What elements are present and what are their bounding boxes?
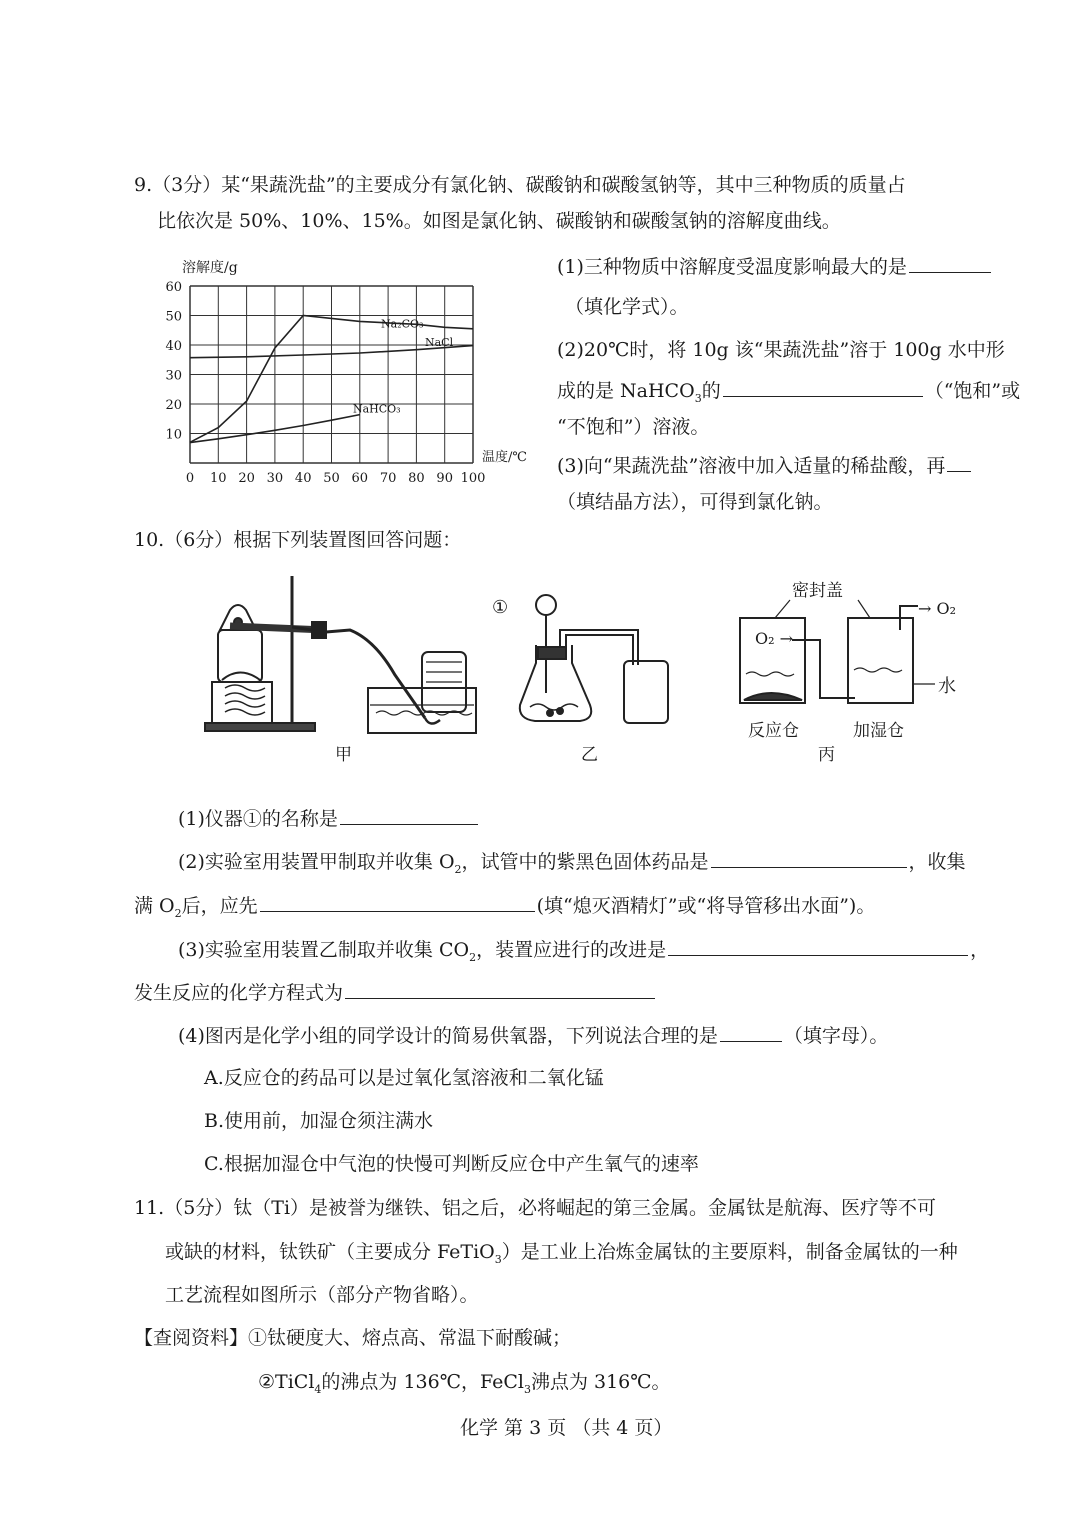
x-tick-label: 10 (210, 471, 227, 486)
answer-blank[interactable] (711, 849, 907, 868)
q9-p2c: “不饱和”）溶液。 (557, 416, 710, 438)
q10-p3a: (3)实验室用装置乙制取并收集 $CO_2$，装置应进行的改进是 ， (178, 939, 990, 964)
q10-optC: C.根据加湿仓中气泡的快慢可判断反应仓中产生氧气的速率 (204, 1153, 699, 1175)
answer-blank[interactable] (340, 806, 478, 825)
label-humid: 加湿仓 (853, 721, 904, 741)
q10-optB: B.使用前，加湿仓须注满水 (204, 1110, 434, 1132)
q11-ref2: ②TiCl$_4$的沸点为 136℃，FeCl$_3$沸点为 316℃。 (258, 1371, 671, 1396)
y-tick-label: 30 (165, 368, 182, 384)
y-tick-label: 60 (165, 280, 182, 295)
x-tick-label: 40 (294, 471, 312, 486)
q9-line1: 9.（3分）某“果蔬洗盐”的主要成分有氯化钠、碳酸钠和碳酸氢钠等，其中三种物质的质量占 (134, 174, 906, 196)
answer-blank[interactable] (947, 453, 971, 472)
q9-p3b: （填结晶方法），可得到氯化钠。 (557, 491, 833, 513)
q11-line1: 11.（5分）钛（Ti）是被誉为继铁、铝之后，必将崛起的第三金属。金属钛是航海、医疗等不可 (134, 1197, 937, 1219)
q10-p4: (4)图丙是化学小组的同学设计的简易供氧器，下列说法合理的是 （填字母）。 (178, 1025, 889, 1047)
x-tick-label: 100 (460, 471, 486, 486)
q9-line2: 比依次是 50%、10%、15%。如图是氯化钠、碳酸钠和碳酸氢钠的溶解度曲线。 (157, 210, 841, 232)
q10-p3b: 发生反应的化学方程式为 (134, 980, 657, 1005)
chart-ylabel: 溶解度/g (182, 260, 238, 276)
answer-blank[interactable] (723, 378, 923, 397)
x-tick-label: 60 (351, 471, 369, 486)
q10-p2b: 满 $O_2$后，应先 (填“熄灭酒精灯”或“将导管移出水面”)。 (134, 895, 876, 920)
label-react: 反应仓 (748, 721, 799, 741)
q11-line2: 或缺的材料，钛铁矿（主要成分 FeTiO$_3$）是工业上冶炼金属钛的主要原料，制备金属钛的一种 (165, 1241, 958, 1266)
chart-xlabel: 温度/℃ (482, 450, 527, 465)
answer-blank[interactable] (720, 1023, 782, 1042)
q10-p1: (1)仪器①的名称是 (178, 806, 480, 831)
apparatus-jia (200, 570, 490, 740)
q9-p2b: 成的是 NaHCO$_3$的 （“饱和”或 (557, 380, 1021, 405)
y-tick-label: 10 (165, 427, 182, 443)
q9-p3a: (3)向“果蔬洗盐”溶液中加入适量的稀盐酸，再 (557, 453, 973, 478)
label-o2-in: O₂ → (755, 629, 794, 648)
series-label: NaHCO₃ (352, 402, 401, 416)
x-tick-label: 0 (185, 471, 195, 486)
q10-optA: A.反应仓的药品可以是过氧化氢溶液和二氧化锰 (204, 1067, 604, 1089)
q11-ref1: 【查阅资料】①钛硬度大、熔点高、常温下耐酸碱； (134, 1327, 572, 1349)
series-label: NaCl (424, 336, 454, 350)
x-tick-label: 70 (379, 471, 397, 486)
x-tick-label: 90 (436, 471, 453, 486)
answer-blank[interactable] (345, 980, 655, 999)
label-yi: 乙 (581, 745, 598, 765)
page-footer: 化学 第 3 页 （共 4 页） (460, 1417, 673, 1439)
y-tick-label: 40 (165, 339, 182, 354)
q10-p2a: (2)实验室用装置甲制取并收集 $O_2$，试管中的紫黑色固体药品是 ，收集 (178, 851, 966, 876)
x-tick-label: 30 (266, 471, 284, 486)
answer-blank[interactable] (909, 254, 991, 273)
label-bing: 丙 (818, 745, 835, 765)
answer-blank[interactable] (260, 893, 535, 912)
label-jia: 甲 (335, 745, 352, 765)
label-circle1: ① (492, 597, 509, 618)
series-label: Na₂CO₃ (381, 317, 424, 331)
label-o2-out: → O₂ (918, 599, 957, 618)
q9-p2a: (2)20℃时，将 10g 该“果蔬洗盐”溶于 100g 水中形 (557, 339, 1005, 361)
q9-p1b: （填化学式）。 (565, 296, 689, 318)
y-tick-label: 50 (165, 309, 182, 325)
label-seal: 密封盖 (792, 581, 843, 601)
x-tick-label: 80 (408, 471, 425, 486)
apparatus-yi (490, 585, 680, 735)
q11-line3: 工艺流程如图所示（部分产物省略）。 (165, 1284, 479, 1306)
q9-p1a: (1)三种物质中溶解度受温度影响最大的是 (557, 254, 993, 279)
answer-blank[interactable] (668, 937, 968, 956)
x-tick-label: 50 (323, 471, 340, 486)
x-tick-label: 20 (238, 471, 255, 486)
q10-title: 10.（6分）根据下列装置图回答问题： (134, 529, 462, 551)
solubility-chart (160, 250, 540, 490)
label-water: 水 (938, 676, 956, 697)
y-tick-label: 20 (165, 398, 182, 413)
